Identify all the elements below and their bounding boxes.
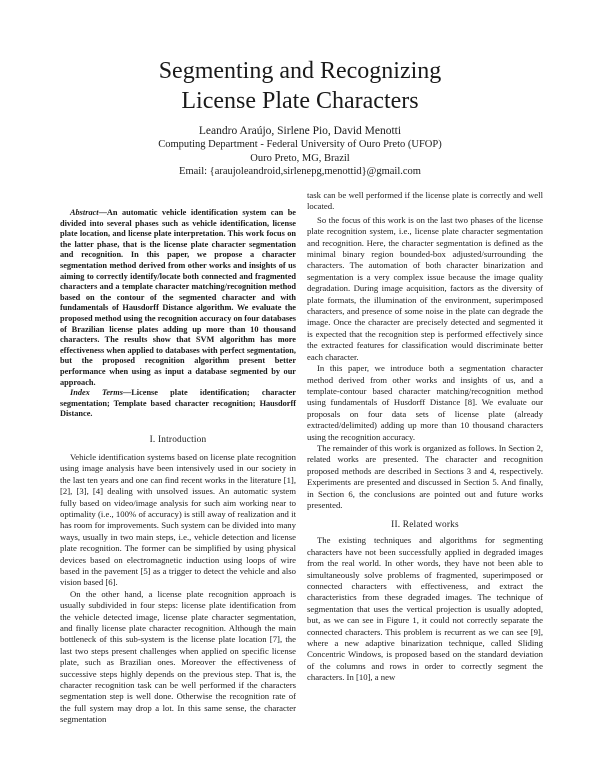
location: Ouro Preto, MG, Brazil (250, 152, 350, 164)
abstract-lead: Abstract (70, 208, 99, 217)
paper-title (0, 56, 600, 116)
intro-paragraph-1: Vehicle identification systems based on license plate recognition using image analysis have been intensively used in our society in the last ten years and one can find recent works in the literature [1], [2], [3], [4] dealing with unsolved issues. An automatic system fully based on video/image analysis for such aim working near to optimality (i.e., 100% of accuracy) is still away of realization and it has room for improvements. Such system can be divided into many ways, usually in two main steps, i.e., vehicle detection and license plate recognition. The former can be simplified by using physical devices based on electromagnetic induction using loops of wire based in the pavement [5] as a trigger to detect the vehicle and also vision based [6]. (60, 451, 296, 588)
intro-paragraph-3: So the focus of this work is on the last two phases of the license plate recognition system, i.e., license plate character segmentation and recognition. Here, the character segmentation is defined as the minimal binary region bounded-box adjusted/surrounding the characters. The automation of both character binarization and segmentation is a very complex issue because the image quality degradation. During image acquisition, factors as the diversity of plate formats, the illumination of the environment, superimposed characters, and presence of some noise in the plate can degrade the image. Once the character are precisely detected and segmented it is expected that the recognition step is performed effectively since the extracted features for classification would discriminate better each character. (307, 214, 543, 362)
intro-paragraph-4: In this paper, we introduce both a segmentation character method derived from other works and insights of us, and a template-contour based character matching/recognition method using fundamentals of Husdorff Distance [8]. We evaluate our proposals on four data sets of license plate (already extracted/delimited) adding up more than 10 thousand characters using the recognition accuracy. (307, 363, 543, 442)
intro-paragraph-5: The remainder of this work is organized as follows. In Section 2, related works are presented. The character and recognition proposed methods are described in Sections 3 and 4, respectively. Experiments are presented and discussed in Section 5. And finally, in Section 6, the conclusions are pointed out and future works presented. (307, 442, 543, 510)
email: Email: {araujoleandroid,sirlenepg,menottid}@gmail.com (179, 166, 421, 177)
index-terms-lead: Index Terms (70, 388, 123, 398)
affiliation: Computing Department - Federal University of Ouro Preto (UFOP) (158, 139, 442, 150)
section-heading-related-works: II. Related works (391, 520, 459, 531)
right-column (307, 190, 543, 684)
intro-paragraph-2: On the other hand, a license plate recognition approach is usually subdivided in four steps: license plate identification from the vehicle detected image, license plate character segmentation, and finally license plate character recognition. Although the main bottleneck of this sub-system is the license plate location [7], the last two steps present challenges when applied on specific license plate, such as Brazilian ones. Moreover the effectiveness of successive steps highly depends on the previous step. That is, the character recognition task can be well performed if the characters segmentation step is well done. Otherwise the recognition rate of the full system may drop a lot. In this same sense, the character segmentation (60, 588, 296, 725)
title-line-1: Segmenting and Recognizing (158, 58, 442, 84)
author-list: Leandro Araújo, Sirlene Pio, David Menotti (198, 125, 402, 137)
intro-paragraph-2-continued: task can be well performed if the license plate is correctly and well located. (307, 190, 543, 212)
affiliation-block (0, 138, 600, 179)
abstract (60, 208, 296, 388)
index-terms (60, 388, 296, 420)
index-terms-text: —License plate identification; character segmentation; Template based character recognition; Hausdorff Distance. (60, 388, 296, 419)
related-paragraph-1: The existing techniques and algorithms for segmenting characters have not been successfully applied in degraded images from the real world. In other words, they have not been able to simultaneously solve problems of fragmented, superimposed or connected characters with effectiveness, and extract the characteristics from these degraded images. The technique of segmentation that uses the vertical projection is usually adopted, but, as we can see in Figure 1, it could not correctly separate the connected characters. This problem is recurrent as we can see [9], where a new adaptive binarization technique, called Sliding Concentric Windows, is proposed based on the standard deviation of the columns and rows in order to correctly segment the characters. In [10], a new (307, 535, 543, 683)
left-column (60, 208, 296, 726)
abstract-text: —An automatic vehicle identification system can be divided into several phases such as vehicle identification, license plate location, and license plate interpretation. This work focus on the latter phase, that is the license plate character segmentation and recognition. In this paper, we propose a character segmentation method derived from other works and insights of us aiming to correctly identify/locate both connected and fragmented characters and a template character matching/recognition method based on the contour of the segmented character and with fundamentals of Hausdorff Distance algorithm. We evaluate the proposed method using the recognition accuracy on four databases of Brazilian license plates adding up more than 10 thousand characters. The results show that SVM algorithm has more effectiveness when applied to databases with perfect segmentation, but the proposed recognition algorithm present better performance when using as input a database segmented by our approach. (60, 208, 297, 387)
title-line-2: License Plate Characters (181, 88, 419, 114)
section-heading-introduction: I. Introduction (149, 434, 207, 445)
